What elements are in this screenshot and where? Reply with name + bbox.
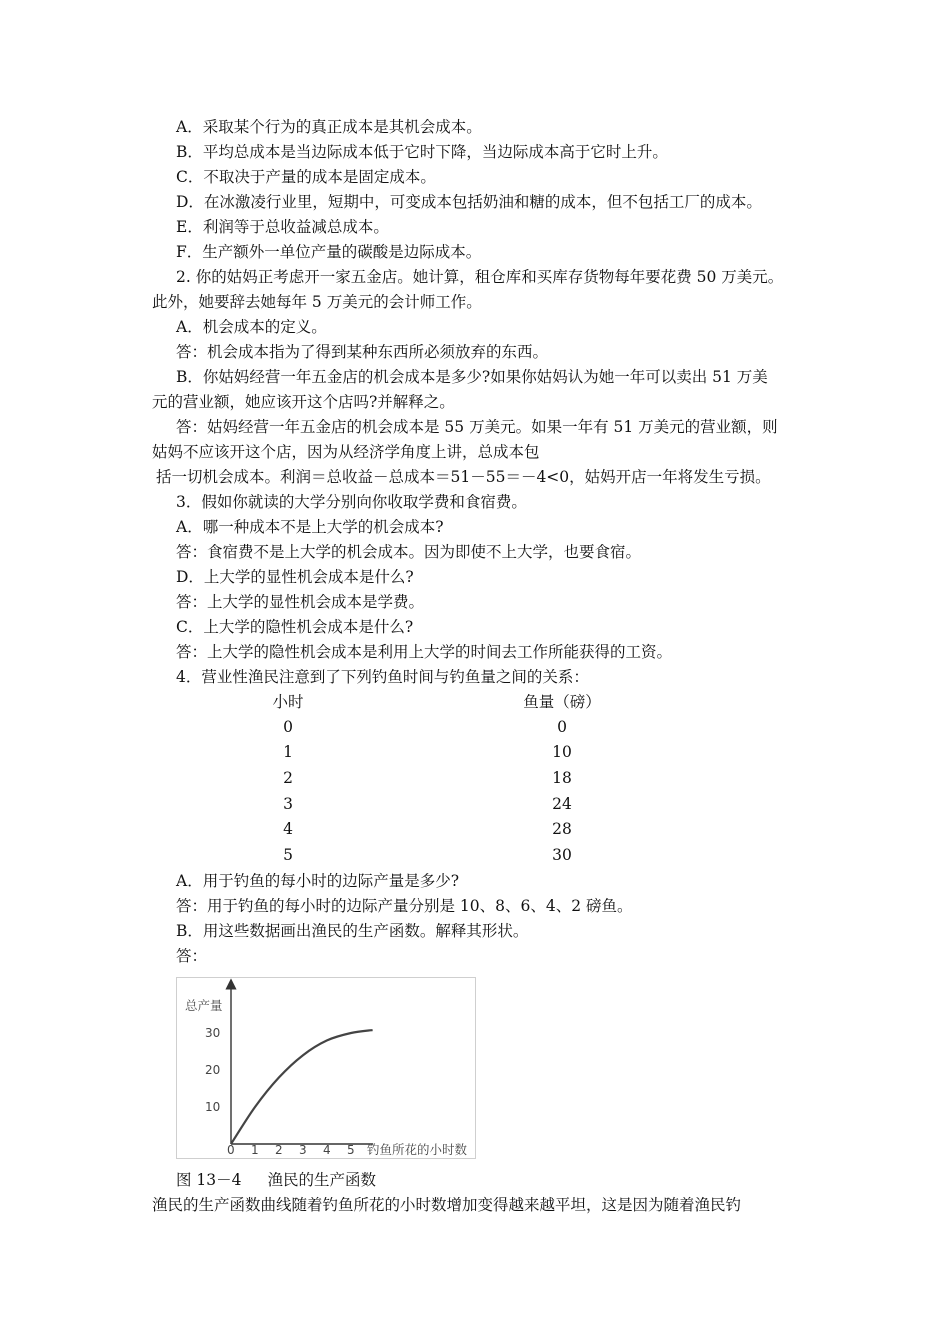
x-tick-label: 3 bbox=[299, 1143, 307, 1157]
question-4: 4．营业性渔民注意到了下列钓鱼时间与钓鱼量之间的关系： bbox=[176, 668, 589, 686]
table-cell: 5 bbox=[283, 845, 293, 864]
x-tick-label: 5 bbox=[347, 1143, 355, 1157]
text-line: A．用于钓鱼的每小时的边际产量是多少? bbox=[176, 872, 460, 890]
answer-line: 答：上大学的显性机会成本是学费。 bbox=[176, 593, 425, 611]
table-row bbox=[200, 765, 636, 791]
text-line: D．在冰激凌行业里，短期中，可变成本包括奶油和糖的成本，但不包括工厂的成本。 bbox=[176, 193, 762, 211]
table-cell: 2 bbox=[283, 768, 293, 787]
production-curve bbox=[231, 1030, 373, 1144]
table-row bbox=[200, 842, 636, 868]
column-header-hours: 小时 bbox=[272, 692, 304, 711]
text-line: A．采取某个行为的真正成本是其机会成本。 bbox=[176, 118, 482, 136]
y-tick-label: 30 bbox=[205, 1026, 221, 1040]
figure-number: 图 13－4 bbox=[176, 1171, 242, 1189]
table-cell: 0 bbox=[283, 717, 293, 736]
answer-line: 答：用于钓鱼的每小时的边际产量分别是 10、8、6、4、2 磅鱼。 bbox=[176, 897, 633, 915]
text-line: B．用这些数据画出渔民的生产函数。解释其形状。 bbox=[176, 922, 529, 940]
table-cell: 28 bbox=[552, 820, 572, 839]
y-axis-label: 总产量 bbox=[185, 998, 223, 1013]
text-line: A．机会成本的定义。 bbox=[176, 318, 327, 336]
y-tick-label: 20 bbox=[205, 1063, 221, 1077]
question-3: 3．假如你就读的大学分别向你收取学费和食宿费。 bbox=[176, 493, 527, 511]
text-line: 括一切机会成本。利润＝总收益－总成本＝51－55＝－4<0，姑妈开店一年将发生亏损。 bbox=[156, 468, 771, 486]
table-cell: 4 bbox=[283, 820, 293, 839]
table-row bbox=[200, 791, 636, 817]
answer-line: 答： bbox=[176, 947, 208, 965]
table-cell: 10 bbox=[552, 743, 572, 762]
x-tick-label: 0 bbox=[227, 1143, 235, 1157]
x-axis-label: 钓鱼所花的小时数 bbox=[367, 1142, 468, 1157]
text-line: B．你姑妈经营一年五金店的机会成本是多少?如果你姑妈认为她一年可以卖出 51 万美 bbox=[176, 368, 768, 386]
text-line: 元的营业额，她应该开这个店吗?并解释之。 bbox=[152, 393, 455, 411]
table-cell: 1 bbox=[283, 743, 293, 762]
chart-svg bbox=[177, 978, 475, 1158]
answer-line: 答：食宿费不是上大学的机会成本。因为即使不上大学，也要食宿。 bbox=[176, 543, 642, 561]
fishing-table bbox=[200, 688, 636, 868]
text-line: F．生产额外一单位产量的碳酸是边际成本。 bbox=[176, 243, 482, 261]
question-2: 2. 你的姑妈正考虑开一家五金店。她计算，租仓库和买库存货物每年要花费 50 万美元。 bbox=[176, 268, 784, 286]
table-cell: 0 bbox=[557, 717, 567, 736]
table-cell: 18 bbox=[552, 768, 572, 787]
y-tick-label: 10 bbox=[205, 1100, 221, 1114]
text-line: C．不取决于产量的成本是固定成本。 bbox=[176, 168, 436, 186]
text-line: 此外，她要辞去她每年 5 万美元的会计师工作。 bbox=[152, 293, 482, 311]
table-cell: 3 bbox=[283, 794, 293, 813]
table-row bbox=[200, 739, 636, 765]
table-cell: 24 bbox=[552, 794, 572, 813]
table-row bbox=[200, 714, 636, 740]
answer-line: 答：机会成本指为了得到某种东西所必须放弃的东西。 bbox=[176, 343, 549, 361]
figure-caption bbox=[176, 1169, 376, 1191]
answer-line: 答：上大学的隐性机会成本是利用上大学的时间去工作所能获得的工资。 bbox=[176, 643, 673, 661]
text-line: B．平均总成本是当边际成本低于它时下降，当边际成本高于它时上升。 bbox=[176, 143, 668, 161]
answer-line: 答：姑妈经营一年五金店的机会成本是 55 万美元。如果一年有 51 万美元的营业额，则 bbox=[176, 418, 778, 436]
x-tick-label: 2 bbox=[275, 1143, 283, 1157]
text-line: 姑妈不应该开这个店，因为从经济学角度上讲，总成本包 bbox=[152, 443, 540, 461]
table-header-row bbox=[200, 688, 636, 714]
text-line: D．上大学的显性机会成本是什么? bbox=[176, 568, 414, 586]
production-function-chart bbox=[176, 977, 476, 1159]
text-line: C．上大学的隐性机会成本是什么? bbox=[176, 618, 414, 636]
x-tick-label: 1 bbox=[251, 1143, 259, 1157]
table-row bbox=[200, 816, 636, 842]
figure-title: 渔民的生产函数 bbox=[267, 1171, 377, 1189]
table-cell: 30 bbox=[552, 845, 572, 864]
text-line: A．哪一种成本不是上大学的机会成本? bbox=[176, 518, 444, 536]
text-line: 渔民的生产函数曲线随着钓鱼所花的小时数增加变得越来越平坦，这是因为随着渔民钓 bbox=[152, 1196, 742, 1214]
x-tick-label: 4 bbox=[323, 1143, 331, 1157]
text-line: E．利润等于总收益减总成本。 bbox=[176, 218, 389, 236]
column-header-catch: 鱼量（磅） bbox=[523, 692, 601, 711]
